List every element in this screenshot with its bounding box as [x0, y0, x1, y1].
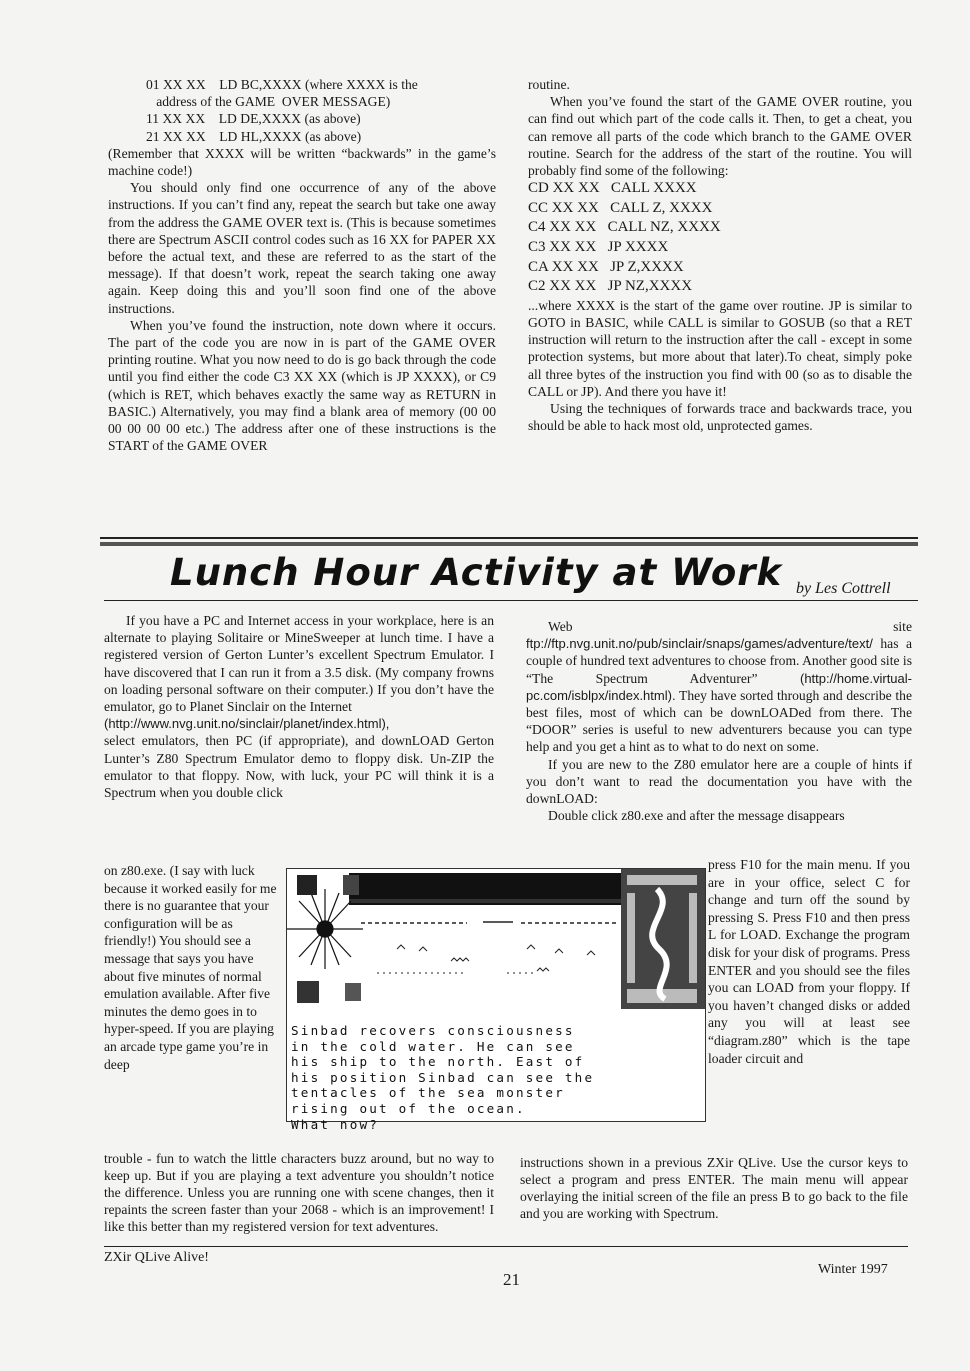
- wrapped-text-left: [104, 862, 280, 1073]
- paragraph: Using the techniques of forwards trace and backwards trace, you should be able to hack most old, unprotected games.: [528, 401, 912, 434]
- url-link[interactable]: (http://www.nvg.unit.no/sinclair/planet/index.html),: [104, 716, 390, 732]
- paragraph: When you’ve found the start of the GAME OVER routine, you can find out which part of the code calls it. Then, to get a cheat, you can remove all parts of the code which branch to the GAME OVER routine. Search for the address of the start of the routine. You will probably find some of the following:: [528, 94, 912, 179]
- screen-prompt[interactable]: What now?: [291, 1116, 380, 1132]
- code-line: CA XX XX JP Z,XXXX: [528, 258, 684, 275]
- code-line: address of the GAME OVER MESSAGE): [146, 94, 391, 110]
- footer-rule: [104, 1246, 908, 1247]
- paragraph: You should only find one occurrence of any of the above instructions. If you can’t find any, repeat the search but take one away from the address the GAME OVER text is. (This is because sometimes there are Spectrum ASCII control codes such as 16 XX for PAPER XX before the actual text, and these are referred to as the start of the message). If that doesn’t work, repeat the search taking one away again. Keep doing this and you’ll soon find one of the above instructions.: [108, 180, 496, 316]
- adventure-scene-image: [287, 869, 705, 1021]
- title-underline: [104, 600, 918, 601]
- screen-line: his position Sinbad can see the: [291, 1069, 595, 1085]
- url-link[interactable]: ftp://ftp.nvg.unit.no/pub/sinclair/snaps/games/adventure/text/: [526, 636, 873, 652]
- bottom-left-column: [104, 612, 494, 801]
- screen-line: his ship to the north. East of: [291, 1054, 585, 1070]
- article-title: Lunch Hour Activity at Work: [170, 551, 783, 594]
- code-line: 01 XX XX LD BC,XXXX (where XXXX is the: [146, 77, 418, 92]
- screen-line: rising out of the ocean.: [291, 1100, 526, 1116]
- paragraph: select emulators, then PC (if appropriate), and downLOAD Gerton Lunter’s Z80 Spectrum Emulator demo to floppy disk. Un-ZIP the emulator to that floppy. Now, with luck, your PC will think it is a Spectrum when you double click: [104, 733, 494, 801]
- section-divider: [100, 542, 918, 546]
- paragraph: If you have a PC and Internet access in your workplace, here is an alternate to playing Solitaire or MineSweeper at lunch time. I have a registered version of Gerton Lunter’s excellent Spectrum Emulator. I have discovered that I can run it from a 3.5 disk. (My company frowns on loading personal software on their computer.) If you don’t have the emulator, go to Planet Sinclair on the Internet: [104, 613, 494, 715]
- article-byline: by Les Cottrell: [796, 580, 891, 597]
- bottom-left-continuation: [104, 1136, 494, 1249]
- magazine-name: ZXir QLive Alive!: [104, 1250, 209, 1265]
- paragraph: instructions shown in a previous ZXir QLive. Use the cursor keys to select a program and press ENTER. The main menu will appear overlaying the initial screen of the file an press B to go back to the file and you are working with Spectrum.: [520, 1154, 908, 1222]
- screen-line: Sinbad recovers consciousness: [291, 1023, 575, 1038]
- code-line: CC XX XX CALL Z, XXXX: [528, 199, 713, 216]
- text: They have sorted through and describe the best files, most of which can be downLOADed from there. The “DOOR” series is useful to new adventurers because you can type help and you get a hint as to what to do next on some.: [526, 687, 913, 755]
- paragraph: on z80.exe. (I say with luck because it worked easily for me there is no guarantee that your configuration will be as friendly!) You should see a message that says you have about five minutes of normal emulation available. After five minutes the demo goes in to hyper-speed. If you are playing an arcade type game you’re in deep: [104, 863, 277, 1072]
- paragraph: When you’ve found the instruction, note down where it occurs. The part of the code you are now in is part of the GAME OVER printing routine. What you now need to do is go back through the code until you find either the code C3 XX XX (which is JP XXXX), or C9 (which is RET, which behaves exactly the same way as RETURN in BASIC.) Alternatively, you may find a blank area of memory (00 00 00 00 00 00 etc.) The address after one of these instructions is the START of the GAME OVER: [108, 317, 496, 454]
- code-line: C3 XX XX JP XXXX: [528, 239, 669, 255]
- top-left-column: [108, 76, 496, 454]
- paragraph: Double click z80.exe and after the message disappears: [548, 808, 845, 824]
- page-number: 21: [503, 1270, 520, 1289]
- issue-date: Winter 1997: [818, 1262, 888, 1277]
- paragraph: press F10 for the main menu. If you are in your office, select C for change and turn off the sound by pressing S. Press F10 and then press L for LOAD. Exchange the program disk for your disk of programs. Press ENTER and you should see the files you can LOAD from your floppy. If you haven’t changed disks or added any you will at least see “diagram.z80” which is the tape loader circuit and: [708, 857, 910, 1066]
- top-right-column: [528, 76, 912, 434]
- code-line: 11 XX XX LD DE,XXXX (as above): [146, 111, 361, 127]
- bottom-right-continuation: [520, 1140, 908, 1236]
- url-link[interactable]: (http://home.virtual-pc.com/isblpx/index.html).: [526, 670, 912, 703]
- code-line: C2 XX XX JP NZ,XXXX: [528, 278, 693, 295]
- paragraph: (Remember that XXXX will be written “backwards” in the game’s machine code!): [108, 145, 496, 179]
- text: Web site: [548, 619, 912, 634]
- paragraph: routine.: [528, 77, 570, 92]
- adventure-text-output: [291, 1023, 701, 1132]
- screen-line: tentacles of the sea monster: [291, 1085, 565, 1101]
- screen-line: in the cold water. He can see: [291, 1038, 575, 1054]
- paragraph: trouble - fun to watch the little characters buzz around, but no way to keep up. But if you are playing a text adventure you shouldn’t notice the difference. Unless you are running one with scene changes, then it repaints the screen faster than your 2068 - which is an improvement! I like this better than my registered version for text adventures.: [104, 1150, 494, 1235]
- code-line: 21 XX XX LD HL,XXXX (as above): [146, 128, 362, 144]
- section-divider: [100, 537, 918, 539]
- code-line: C4 XX XX CALL NZ, XXXX: [528, 219, 721, 236]
- emulator-screenshot: [286, 868, 706, 1132]
- wrapped-text-right: [708, 856, 910, 1067]
- paragraph: If you are new to the Z80 emulator here are a couple of hints if you don’t want to read the documentation you have with the downLOAD:: [526, 756, 912, 807]
- paragraph: ...where XXXX is the start of the game over routine. JP is similar to GOTO in BASIC, while CALL is similar to GOSUB (so that a RET instruction will return to the instruction after the call - except in some protection systems, but more about that later).To cheat, simply poke all three bytes of the instruction you find with 00 (so as to disable the CALL or JP). And there you have it!: [528, 297, 912, 399]
- code-line: CD XX XX CALL XXXX: [528, 180, 697, 197]
- text: has a couple of hundred text adventures to choose from. Another good site is “The Spectrum Adventurer”: [526, 636, 912, 686]
- bottom-right-column: [526, 618, 912, 824]
